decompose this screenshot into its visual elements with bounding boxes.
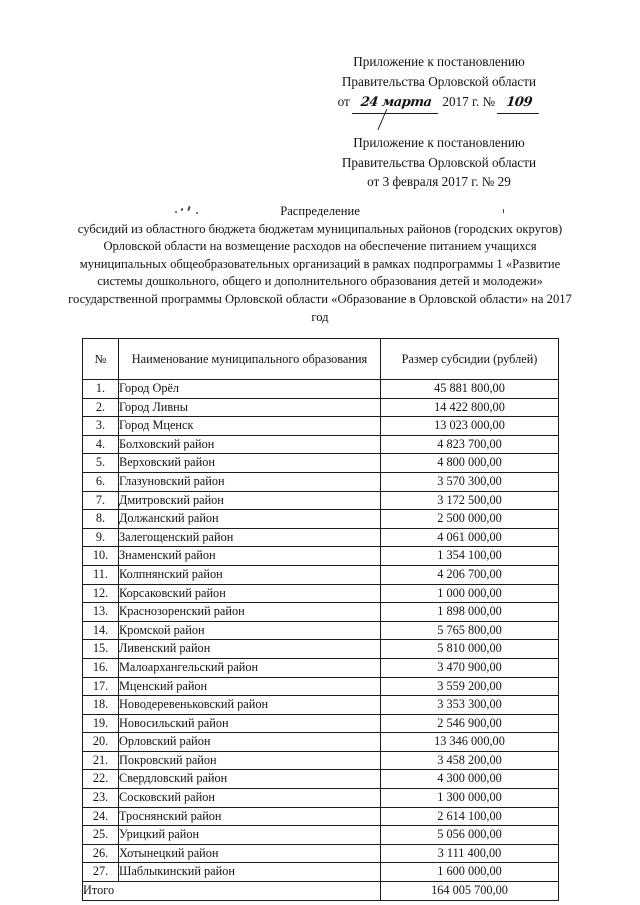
table-row [83, 603, 559, 622]
table-header [83, 339, 559, 380]
cell-row-number: 11. [83, 565, 119, 584]
scan-speck [175, 211, 177, 213]
handwriting-flourish [377, 109, 387, 130]
table-row [83, 510, 559, 529]
cell-subsidy-amount: 1 898 000,00 [381, 603, 559, 622]
cell-row-number: 12. [83, 584, 119, 603]
cell-row-number: 9. [83, 528, 119, 547]
table-row [83, 621, 559, 640]
cell-municipality-name: Знаменский район [119, 547, 381, 566]
document-title [62, 203, 578, 326]
scan-speck [503, 209, 504, 213]
cell-row-number: 19. [83, 714, 119, 733]
cell-subsidy-amount: 13 346 000,00 [381, 733, 559, 752]
cell-row-number: 14. [83, 621, 119, 640]
date-prefix-label: от [337, 94, 350, 109]
column-header-number: № [83, 339, 119, 380]
table-row [83, 658, 559, 677]
cell-subsidy-amount: 5 810 000,00 [381, 640, 559, 659]
cell-municipality-name: Хотынецкий район [119, 844, 381, 863]
cell-municipality-name: Сосковский район [119, 789, 381, 808]
cell-row-number: 3. [83, 417, 119, 436]
table-row [83, 380, 559, 399]
cell-row-number: 8. [83, 510, 119, 529]
table-row [83, 751, 559, 770]
handwritten-date-text: 24 марта [359, 95, 433, 110]
cell-municipality-name: Урицкий район [119, 826, 381, 845]
cell-municipality-name: Малоархангельский район [119, 658, 381, 677]
cell-municipality-name: Троснянский район [119, 807, 381, 826]
cell-municipality-name: Мценский район [119, 677, 381, 696]
total-label: Итого [83, 882, 381, 901]
handwritten-number-text: 109 [505, 95, 534, 110]
cell-row-number: 27. [83, 863, 119, 882]
cell-row-number: 6. [83, 472, 119, 491]
cell-municipality-name: Новодеревеньковский район [119, 696, 381, 715]
cell-municipality-name: Болховский район [119, 435, 381, 454]
cell-municipality-name: Свердловский район [119, 770, 381, 789]
cell-subsidy-amount: 3 559 200,00 [381, 677, 559, 696]
table-row [83, 491, 559, 510]
table-total-row [83, 882, 559, 901]
cell-subsidy-amount: 5 056 000,00 [381, 826, 559, 845]
header-block-secondary [300, 133, 578, 192]
cell-subsidy-amount: 1 000 000,00 [381, 584, 559, 603]
table-row [83, 770, 559, 789]
table-row [83, 435, 559, 454]
cell-subsidy-amount: 1 600 000,00 [381, 863, 559, 882]
table-row [83, 863, 559, 882]
cell-row-number: 22. [83, 770, 119, 789]
cell-subsidy-amount: 4 300 000,00 [381, 770, 559, 789]
cell-row-number: 1. [83, 380, 119, 399]
cell-subsidy-amount: 2 546 900,00 [381, 714, 559, 733]
cell-subsidy-amount: 4 061 000,00 [381, 528, 559, 547]
cell-row-number: 21. [83, 751, 119, 770]
cell-subsidy-amount: 2 500 000,00 [381, 510, 559, 529]
cell-municipality-name: Покровский район [119, 751, 381, 770]
title-body: субсидий из областного бюджета бюджетам муниципальных районов (городских округов) Орловской области на возмещение расходов на обеспечение питанием учащихся муниципальных общеобразовательных организаций в рамках подпрограммы 1 «Развитие системы дошкольного, общего и дополнительного образования детей и молодежи» государственной программы Орловской области «Образование в Орловской области» на 2017 год [68, 221, 572, 324]
cell-row-number: 13. [83, 603, 119, 622]
cell-subsidy-amount: 3 470 900,00 [381, 658, 559, 677]
table-row [83, 696, 559, 715]
cell-subsidy-amount: 5 765 800,00 [381, 621, 559, 640]
column-header-name: Наименование муниципального образования [119, 339, 381, 380]
table-row [83, 417, 559, 436]
cell-row-number: 15. [83, 640, 119, 659]
cell-municipality-name: Город Орёл [119, 380, 381, 399]
date-middle-label: 2017 г. № [442, 94, 496, 109]
cell-row-number: 24. [83, 807, 119, 826]
cell-municipality-name: Дмитровский район [119, 491, 381, 510]
cell-municipality-name: Колпнянский район [119, 565, 381, 584]
cell-municipality-name: Должанский район [119, 510, 381, 529]
total-amount: 164 005 700,00 [381, 882, 559, 901]
cell-municipality-name: Город Мценск [119, 417, 381, 436]
cell-municipality-name: Корсаковский район [119, 584, 381, 603]
cell-municipality-name: Шаблыкинский район [119, 863, 381, 882]
table-row [83, 398, 559, 417]
table-row [83, 714, 559, 733]
table-row [83, 826, 559, 845]
cell-municipality-name: Кромской район [119, 621, 381, 640]
scan-speck [196, 212, 198, 214]
cell-subsidy-amount: 1 354 100,00 [381, 547, 559, 566]
cell-subsidy-amount: 1 300 000,00 [381, 789, 559, 808]
cell-municipality-name: Залегощенский район [119, 528, 381, 547]
column-header-value: Размер субсидии (рублей) [381, 339, 559, 380]
cell-subsidy-amount: 4 800 000,00 [381, 454, 559, 473]
table-row [83, 584, 559, 603]
title-heading: Распределение [280, 204, 360, 218]
cell-row-number: 26. [83, 844, 119, 863]
header-primary-line2: Правительства Орловской области [341, 73, 537, 89]
cell-row-number: 5. [83, 454, 119, 473]
cell-row-number: 20. [83, 733, 119, 752]
cell-row-number: 17. [83, 677, 119, 696]
cell-subsidy-amount: 3 172 500,00 [381, 491, 559, 510]
table-row [83, 547, 559, 566]
handwritten-number-field [497, 93, 541, 114]
table-row [83, 565, 559, 584]
subsidy-table-container [82, 338, 558, 901]
cell-subsidy-amount: 3 458 200,00 [381, 751, 559, 770]
table-row [83, 640, 559, 659]
header-secondary-line2: Правительства Орловской области [341, 154, 537, 170]
cell-municipality-name: Город Ливны [119, 398, 381, 417]
table-row [83, 789, 559, 808]
cell-row-number: 23. [83, 789, 119, 808]
header-block-primary [300, 52, 578, 114]
cell-subsidy-amount: 3 111 400,00 [381, 844, 559, 863]
header-primary-line1: Приложение к постановлению [353, 54, 525, 69]
cell-row-number: 2. [83, 398, 119, 417]
cell-row-number: 10. [83, 547, 119, 566]
cell-municipality-name: Глазуновский район [119, 472, 381, 491]
cell-subsidy-amount: 4 823 700,00 [381, 435, 559, 454]
table-row [83, 677, 559, 696]
cell-municipality-name: Новосильский район [119, 714, 381, 733]
table-row [83, 454, 559, 473]
cell-municipality-name: Орловский район [119, 733, 381, 752]
header-secondary-line1: Приложение к постановлению [353, 135, 525, 150]
cell-row-number: 18. [83, 696, 119, 715]
cell-municipality-name: Ливенский район [119, 640, 381, 659]
cell-row-number: 16. [83, 658, 119, 677]
cell-subsidy-amount: 3 353 300,00 [381, 696, 559, 715]
handwritten-date-field [352, 93, 440, 114]
cell-subsidy-amount: 14 422 800,00 [381, 398, 559, 417]
cell-subsidy-amount: 45 881 800,00 [381, 380, 559, 399]
cell-row-number: 25. [83, 826, 119, 845]
table-row [83, 472, 559, 491]
table-body [83, 380, 559, 901]
subsidy-table [82, 338, 559, 901]
cell-subsidy-amount: 4 206 700,00 [381, 565, 559, 584]
header-secondary-line3: от 3 февраля 2017 г. № 29 [367, 174, 511, 189]
cell-subsidy-amount: 3 570 300,00 [381, 472, 559, 491]
table-row [83, 844, 559, 863]
table-row [83, 733, 559, 752]
cell-subsidy-amount: 2 614 100,00 [381, 807, 559, 826]
table-row [83, 807, 559, 826]
cell-municipality-name: Краснозоренский район [119, 603, 381, 622]
table-header-row [83, 339, 559, 380]
cell-row-number: 4. [83, 435, 119, 454]
cell-subsidy-amount: 13 023 000,00 [381, 417, 559, 436]
cell-municipality-name: Верховский район [119, 454, 381, 473]
header-primary-date-line [300, 92, 578, 114]
table-row [83, 528, 559, 547]
cell-row-number: 7. [83, 491, 119, 510]
